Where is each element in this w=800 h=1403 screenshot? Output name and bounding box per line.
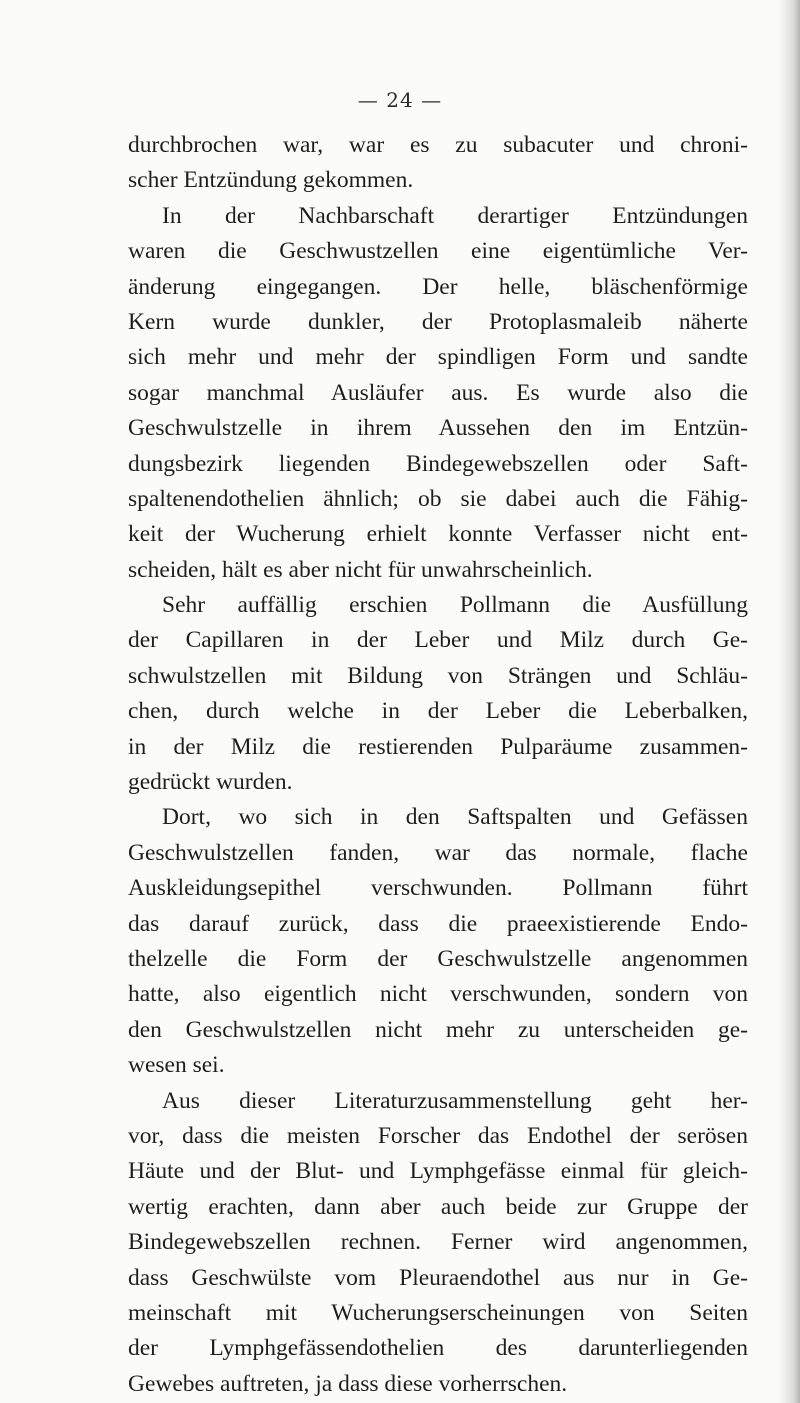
text-line: Geschwulstzellen fanden, war das normale, flache: [128, 839, 748, 866]
text-line: Auskleidungsepithel verschwunden. Pollmann führt: [128, 875, 748, 902]
text-line: Sehr auffällig erschien Pollmann die Ausfüllung: [162, 592, 748, 619]
text-line: chen, durch welche in der Leber die Leberbalken,: [128, 698, 748, 725]
body-text: [128, 128, 748, 1402]
text-line: meinschaft mit Wucherungserscheinungen von Seiten: [128, 1299, 748, 1326]
text-line: Kern wurde dunkler, der Protoplasmaleib näherte: [128, 308, 748, 335]
text-line: Geschwulstzelle in ihrem Aussehen den im Entzün-: [128, 415, 748, 442]
text-line: der Capillaren in der Leber und Milz durch Ge-: [128, 627, 748, 654]
text-line: hatte, also eigentlich nicht verschwunden, sondern von: [128, 981, 748, 1008]
text-line: scher Entzündung gekommen.: [128, 167, 414, 194]
text-line: thelzelle die Form der Geschwulstzelle angenommen: [128, 945, 748, 972]
text-line: waren die Geschwustzellen eine eigentümliche Ver-: [128, 238, 748, 265]
text-line: Gewebes auftreten, ja dass diese vorherrschen.: [128, 1370, 568, 1397]
text-line: gedrückt wurden.: [128, 769, 293, 796]
text-line: scheiden, hält es aber nicht für unwahrscheinlich.: [128, 556, 593, 583]
text-line: In der Nachbarschaft derartiger Entzündungen: [162, 202, 748, 229]
text-line: Häute und der Blut- und Lymphgefässe einmal für gleich-: [128, 1158, 748, 1185]
text-line: dungsbezirk liegenden Bindegewebszellen oder Saft-: [128, 450, 748, 477]
text-line: sogar manchmal Ausläufer aus. Es wurde also die: [128, 379, 748, 406]
text-line: dass Geschwülste vom Pleuraendothel aus nur in Ge-: [128, 1264, 748, 1291]
text-line: das darauf zurück, dass die praeexistierende Endo-: [128, 910, 748, 937]
text-line: den Geschwulstzellen nicht mehr zu unterscheiden ge-: [128, 1016, 748, 1043]
text-line: änderung eingegangen. Der helle, bläschenförmige: [128, 273, 748, 300]
text-line: Dort, wo sich in den Saftspalten und Gefässen: [162, 804, 748, 831]
text-line: in der Milz die restierenden Pulparäume zusammen-: [128, 733, 748, 760]
text-line: keit der Wucherung erhielt konnte Verfasser nicht ent-: [128, 521, 748, 548]
text-line: schwulstzellen mit Bildung von Strängen und Schläu-: [128, 662, 748, 689]
text-line: spaltenendothelien ähnlich; ob sie dabei auch die Fähig-: [128, 485, 748, 512]
text-line: vor, dass die meisten Forscher das Endothel der serösen: [128, 1122, 748, 1149]
page-number: — 24 —: [357, 88, 443, 112]
page-edge-shadow: [778, 0, 800, 1403]
text-line: wesen sei.: [128, 1052, 225, 1079]
text-line: Bindegewebszellen rechnen. Ferner wird angenommen,: [128, 1229, 748, 1256]
text-line: Aus dieser Literaturzusammenstellung geht her-: [162, 1087, 748, 1114]
text-line: durchbrochen war, war es zu subacuter und chroni-: [128, 132, 748, 158]
text-line: sich mehr und mehr der spindligen Form und sandte: [128, 344, 748, 371]
text-line: wertig erachten, dann aber auch beide zur Gruppe der: [128, 1193, 748, 1220]
text-line: der Lymphgefässendothelien des darunterliegenden: [128, 1335, 748, 1362]
